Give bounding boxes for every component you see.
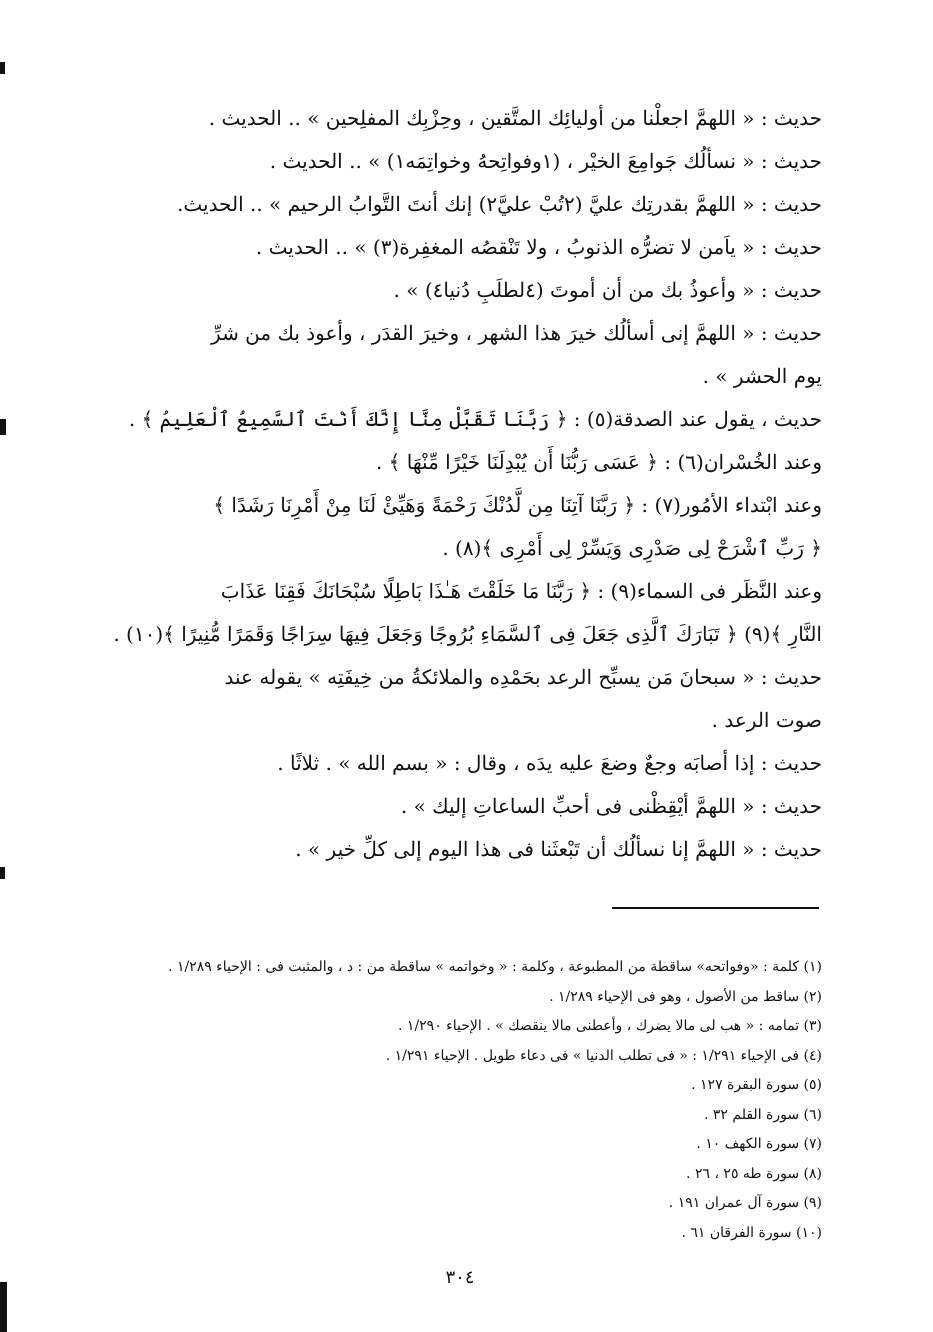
- text-line: حديث : « اللهمَّ إنا نسألُك أن تَبْعثَنا فى هذا اليوم إلى كلِّ خير » .: [295, 837, 822, 861]
- text-line: حديث : « نسألُك جَوامِعَ الخيْر ، (١وفواتِحهُ وخواتِمَه١) » .. الحديث .: [269, 149, 822, 173]
- page-number: ٣٠٤: [445, 1267, 475, 1288]
- text-line: حديث : « وأعوذُ بك من أن أموتَ (٤لطلَبِ دُنيا٤) » .: [393, 278, 822, 302]
- text-line: يوم الحشر » .: [702, 364, 822, 388]
- footnote: (٧) سورة الكهف ١٠ .: [696, 1136, 822, 1152]
- footnote: (٩) سورة آل عمران ١٩١ .: [668, 1195, 822, 1211]
- text-line: النَّارِ ﴾(٩) ﴿ تَبَارَكَ ٱلَّذِى جَعَلَ فِى ٱلسَّمَاءِ بُرُوجًا وَجَعَلَ فِيهَا سِرَاجًا وَقَمَرًا مُّنِيرًا ﴾(١٠) .: [113, 622, 822, 646]
- footnote: (٢) ساقط من الأصول ، وهو فى الإحياء ١/٢٨٩ .: [549, 988, 822, 1005]
- footnotes: [140, 953, 822, 1248]
- footnote: (٤) فى الإحياء ١/٢٩١ : « فى تطلب الدنيا » فى دعاء طويل . الإحياء ١/٢٩١ .: [385, 1047, 822, 1064]
- scan-edge-mark: [0, 867, 5, 879]
- text-line: صوت الرعد .: [711, 708, 822, 732]
- text-line: وعند النَّظَر فى السماء(٩) : ﴿ رَبَّنَا مَا خَلَقْتَ هَـٰذَا بَاطِلًا سُبْحَانَكَ فَقِنَا عَذَابَ: [220, 579, 822, 603]
- footnote: (٣) تمامه : « هب لى مالا يضرك ، وأعطنى مالا ينقصك » . الإحياء ١/٢٩٠ .: [398, 1018, 822, 1034]
- scan-edge-mark: [0, 419, 6, 435]
- scan-edge-mark: [0, 62, 5, 74]
- text-line: حديث : « سبحانَ مَن يسبِّح الرعد بحَمْدِه والملائكةُ من خِيفَتِه » يقوله عند: [224, 665, 822, 689]
- text-line: حديث : « ياَمن لا تضرُّه الذنوبُ ، ولا تَنْقصُه المغفِرة(٣) » .. الحديث .: [255, 235, 822, 259]
- text-line: حديث ، يقول عند الصدقة(٥) : ﴿ رَبَّنَا تَقَبَّلْ مِنَّا إِنَّكَ أَنْتَ ٱلسَّمِيعُ ٱلْعَلِيمُ ﴾ .: [128, 407, 822, 431]
- footnote: (٥) سورة البقرة ١٢٧ .: [691, 1077, 822, 1093]
- footnote: (٨) سورة طه ٢٥ ، ٢٦ .: [686, 1165, 822, 1182]
- main-text: [108, 97, 822, 871]
- text-line: وعند الخُسْران(٦) : ﴿ عَسَى رَبُّنَا أَن يُبْدِلَنَا خَيْرًا مِّنْهَا ﴾ .: [375, 450, 822, 474]
- text-line: حديث : « اللهمَّ اجعلْنا من أوليائِك المتَّقين ، وحِزْبِك المفلِحين » .. الحديث .: [208, 106, 822, 130]
- text-line: حديث : إذا أصابَه وجعٌ وضعَ عليه يدَه ، وقال : « بسم الله » . ثلاثًا .: [277, 751, 822, 775]
- text-line: وعند ابْتداء الأمُور(٧) : ﴿ رَبَّنَا آتِنَا مِن لَّدُنْكَ رَحْمَةً وَهَيِّئْ لَنَا مِنْ أَمْرِنَا رَشَدًا ﴾: [213, 493, 822, 517]
- text-line: ﴿ رَبِّ ٱشْرَحْ لِى صَدْرِى وَيَسِّرْ لِى أَمْرِى ﴾(٨) .: [442, 536, 822, 560]
- scan-edge-mark: [0, 1282, 7, 1332]
- text-line: حديث : « اللهمَّ أيْقِظْنى فى أحبِّ الساعاتِ إليك » .: [400, 794, 822, 818]
- footnote: (٦) سورة القلم ٣٢ .: [703, 1106, 822, 1123]
- footnote-divider: [612, 907, 819, 909]
- text-line: حديث : « اللهمَّ بقدرتِك عليَّ (٢تُبْ عليَّ٢) إنك أنتَ التَّوابُ الرحيم » .. الحديث.: [177, 192, 822, 216]
- footnote: (١) كلمة : «وفواتحه» ساقطة من المطبوعة ، وكلمة : « وخواتمه » ساقطة من : د ، والمثبت فى : الإحياء ١/٢٨٩ .: [168, 959, 822, 975]
- footnote: (١٠) سورة الفرقان ٦١ .: [681, 1224, 822, 1241]
- text-line: حديث : « اللهمَّ إنى أسألُك خيرَ هذا الشهر ، وخيرَ القدَر ، وأعوذ بك من شرِّ: [211, 321, 822, 345]
